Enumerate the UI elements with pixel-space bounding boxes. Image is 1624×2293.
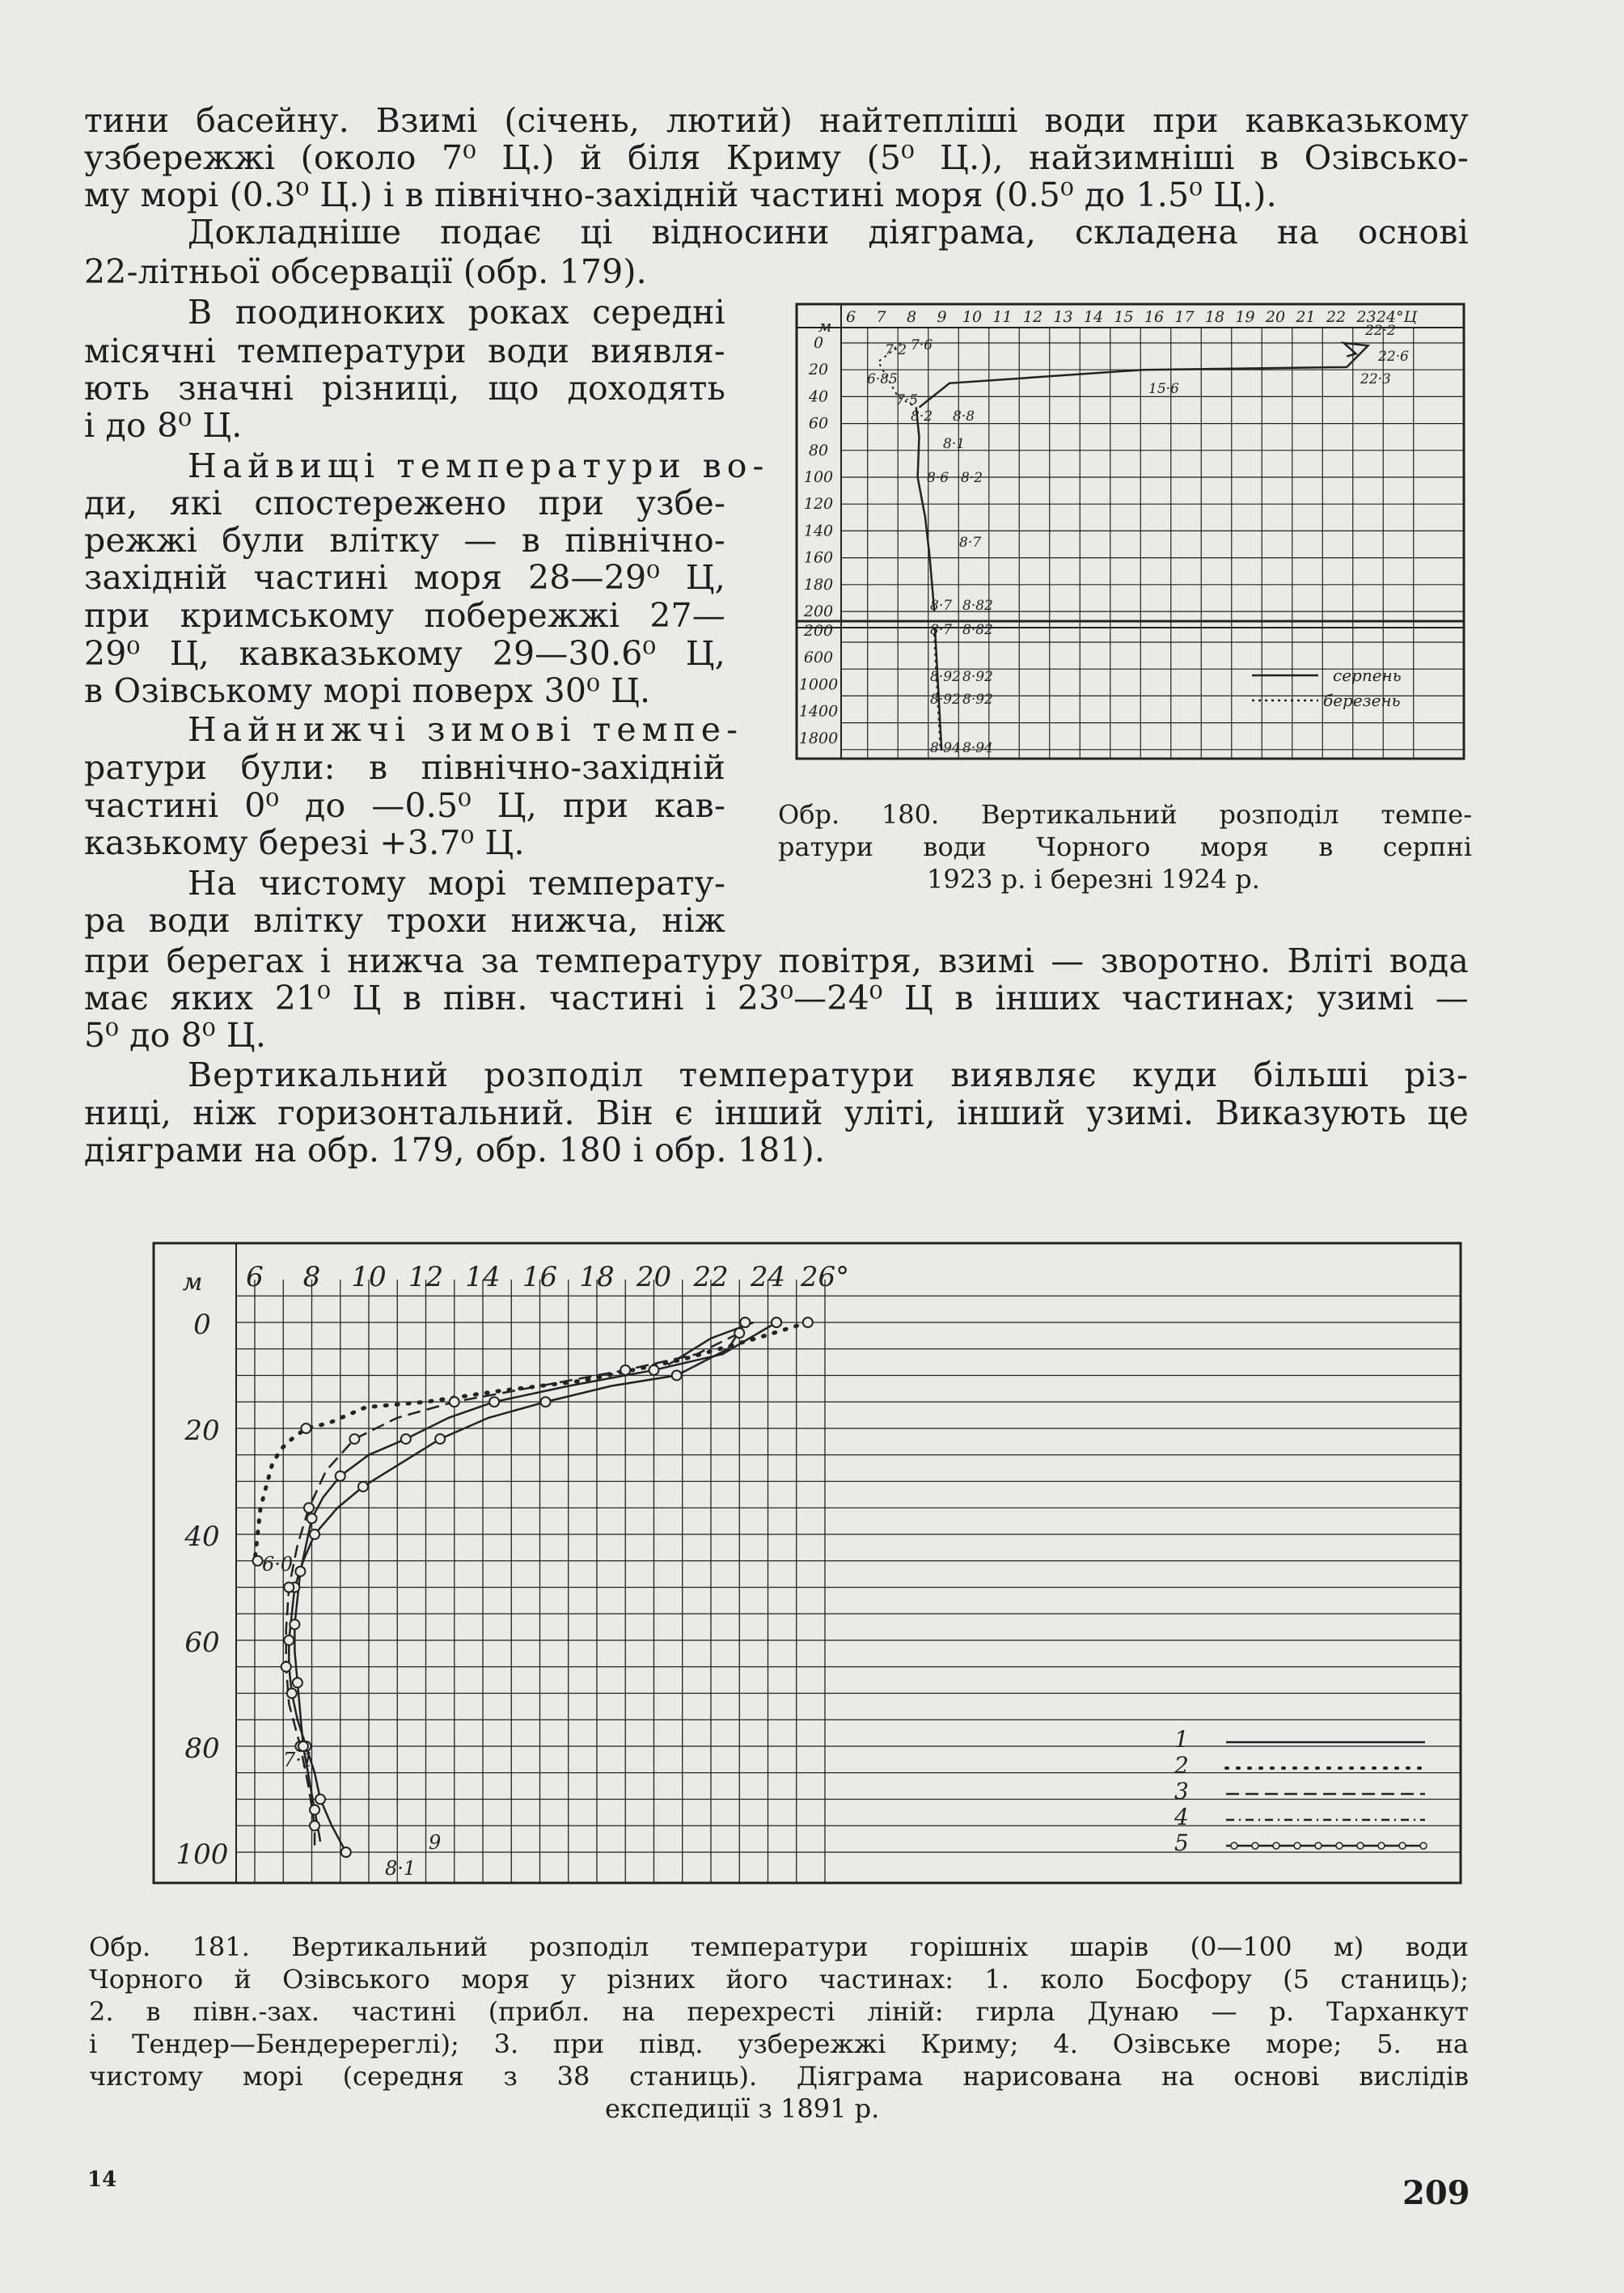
fig180-depth-tick: 20 (808, 361, 829, 379)
text-line: режжі були влітку — в північно- (84, 521, 725, 560)
text-line: ра води влітку трохи нижча, ніж (84, 901, 725, 940)
fig181-depth-tick: 40 (184, 1521, 220, 1553)
fig181-point-5 (401, 1434, 411, 1444)
fig181-point-3 (281, 1662, 291, 1672)
fig180-temp-tick: 24°Ц (1376, 308, 1418, 326)
fig180-value-label: 22·2 (1365, 323, 1396, 339)
fig180-caption-line: Обр. 180. Вертикальний розподіл темпе- (778, 799, 1472, 830)
fig180-temp-tick: 11 (992, 308, 1013, 326)
fig181-caption-line: чистому морі (середня з 38 станиць). Діяграма нарисована на основі вислідів (89, 2061, 1469, 2092)
fig180-value-label: 8·2 (961, 470, 983, 486)
fig180-value-label: 7·2 (885, 342, 907, 358)
fig180-depth-tick: 0 (813, 334, 824, 352)
fig180-value-label: 8·92 (962, 669, 993, 685)
text-line: при кримському побережжі 27— (84, 596, 725, 635)
fig180-value-label: 8·92 (930, 669, 961, 685)
fig180-temp-tick: 6 (845, 308, 856, 326)
fig181-point-5 (336, 1471, 345, 1481)
fig180-legend-label: березень (1323, 691, 1401, 710)
fig180-depth-tick: 80 (808, 441, 829, 459)
fig181-caption-line: 2. в півн.-зах. частині (прибл. на перехресті ліній: гирла Дунаю — р. Тарханкут (89, 1996, 1469, 2027)
fig181-caption-line: експедиції з 1891 р. (605, 2093, 880, 2124)
fig180-value-label: 8·82 (962, 598, 993, 614)
fig180-value-label: 15·6 (1148, 381, 1179, 397)
fig181-point-3 (284, 1583, 294, 1593)
fig181-depth-tick: 20 (184, 1415, 220, 1447)
fig180-unit-label: м (818, 316, 832, 336)
fig180-value-label: 8·8 (953, 408, 975, 425)
fig181-point-3 (450, 1397, 459, 1407)
text-line: в Озівському морі поверх 30⁰ Ц. (84, 671, 651, 710)
fig180-depth-tick: 40 (808, 387, 829, 406)
text-line: Докладніше подає ці відносини діяграма, складена на основі (188, 213, 1469, 252)
fig181-point-2 (301, 1424, 311, 1433)
fig181-point-5 (310, 1805, 319, 1815)
fig181-point-2 (740, 1318, 750, 1327)
fig181-legend-label: 3 (1174, 1778, 1189, 1804)
fig181-frame (154, 1243, 1461, 1883)
fig181-legend-marker (1294, 1842, 1300, 1849)
fig181-point-1 (435, 1434, 445, 1444)
fig181-point-2 (803, 1318, 813, 1327)
text-line: діяграми на обр. 179, обр. 180 і обр. 181). (84, 1131, 826, 1170)
fig181-legend-label: 4 (1174, 1804, 1189, 1830)
fig181-legend-marker (1252, 1842, 1258, 1849)
fig181-point-5 (290, 1619, 299, 1629)
fig180-value-label: 8·94 (962, 740, 993, 756)
signature-mark: 14 (87, 2168, 117, 2192)
fig181-legend-label: 5 (1174, 1830, 1189, 1856)
text-line: тини басейну. Взимі (січень, лютий) найтепліші води при кавказькому (84, 101, 1469, 140)
fig180-depth-tick: 160 (803, 548, 834, 567)
fig180-temp-tick: 8 (906, 308, 917, 326)
fig180-temp-tick: 16 (1144, 308, 1165, 326)
fig181-legend-label: 1 (1174, 1726, 1189, 1753)
text-line: при берегах і нижча за температуру повітря, взимі — зворотно. Вліті вода (84, 941, 1469, 980)
fig181-temp-tick: 14 (465, 1261, 501, 1293)
fig181-point-2 (253, 1556, 263, 1566)
text-line: ниці, ніж горизонтальний. Він є інший уліті, інший узимі. Виказують це (84, 1094, 1469, 1132)
fig181-caption-line: Обр. 181. Вертикальний розподіл температури горішніх шарів (0—100 м) води (89, 1931, 1469, 1962)
text-line: ють значні різниці, що доходять (84, 369, 725, 408)
text-line: частині 0⁰ до —0.5⁰ Ц, при кав- (84, 786, 725, 825)
text-line: узбережжі (около 7⁰ Ц.) й біля Криму (5⁰ Ц.), найзимніші в Озівсько- (84, 138, 1469, 177)
fig180-value-label: 8·7 (959, 535, 982, 551)
fig181-point-1 (284, 1635, 294, 1645)
fig180-caption-line: 1923 р. і березні 1924 р. (927, 864, 1260, 895)
text-line: і до 8⁰ Ц. (84, 406, 243, 445)
fig180-value-label: 8·92 (930, 692, 961, 708)
fig181-point-5 (649, 1365, 659, 1375)
fig180-value-label: 8·6 (927, 470, 949, 486)
fig181-curve-2 (255, 1322, 808, 1561)
fig180-temp-tick: 20 (1265, 308, 1286, 326)
fig181-temp-tick: 8 (302, 1261, 321, 1293)
fig180-temp-tick: 19 (1235, 308, 1255, 326)
fig180-depth-tick: 200 (803, 622, 834, 640)
fig181-legend-marker (1315, 1842, 1322, 1849)
text-line: В поодиноких роках середні (188, 293, 725, 332)
fig180-value-label: 8·92 (962, 692, 993, 708)
fig180-depth-tick: 1000 (798, 675, 839, 694)
text-line: має яких 21⁰ Ц в півн. частині і 23⁰—24⁰ Ц в інших частинах; узимі — (84, 979, 1469, 1017)
text-line: казькому березі +3.7⁰ Ц. (84, 823, 525, 862)
fig181-point-1 (341, 1847, 351, 1857)
text-line: 5⁰ до 8⁰ Ц. (84, 1016, 267, 1055)
text-line: 22-літньої обсервації (обр. 179). (84, 252, 647, 291)
fig180-temp-tick: 18 (1204, 308, 1225, 326)
fig180-caption-line: ратури води Чорного моря в серпні (778, 831, 1472, 862)
fig181-point-3 (349, 1434, 359, 1444)
fig181-point-1 (358, 1482, 368, 1491)
fig180-depth-tick: 60 (808, 414, 829, 433)
fig181-temp-tick: 6 (246, 1261, 264, 1293)
fig180-value-label: 7·5 (896, 392, 919, 408)
fig180-temp-tick: 15 (1114, 308, 1134, 326)
text-line: місячні температури води виявля- (84, 332, 725, 370)
text-line: ди, які спостережено при узбе- (84, 484, 725, 522)
text-line: Найнижчі зимові темпе- (188, 710, 743, 749)
fig180-value-label: 8·2 (911, 408, 933, 425)
fig180-legend-label: серпень (1333, 666, 1402, 685)
fig181-temp-tick: 12 (408, 1261, 444, 1293)
text-line: західній частині моря 28—29⁰ Ц, (84, 558, 725, 597)
fig181-point-5 (307, 1513, 317, 1523)
fig181-legend-marker (1378, 1842, 1385, 1849)
fig180-depth-tick: 200 (803, 603, 834, 620)
fig181-point-3 (304, 1503, 314, 1512)
fig180-temp-tick: 9 (937, 308, 947, 326)
fig181-point-1 (287, 1689, 297, 1699)
fig181-depth-tick: 60 (184, 1627, 220, 1659)
text-line: Вертикальний розподіл температури виявляє куди більші різ- (188, 1056, 1469, 1094)
fig181-temp-tick: 24 (750, 1261, 786, 1293)
text-line: На чистому морі температу- (188, 864, 725, 903)
fig180-depth-tick: 1400 (798, 702, 839, 721)
fig180-temp-tick: 7 (876, 308, 886, 326)
fig181-point-2 (772, 1318, 781, 1327)
fig181-curve-5 (294, 1322, 776, 1842)
fig181-value-label: 6·0 (262, 1553, 294, 1576)
fig181-point-3 (734, 1328, 744, 1338)
text-line: му морі (0.3⁰ Ц.) і в північно-західній частині моря (0.5⁰ до 1.5⁰ Ц.). (84, 176, 1277, 214)
fig180-temp-tick: 21 (1296, 308, 1316, 326)
text-line: Найвищі температури во- (188, 446, 770, 485)
fig180-value-label: 8·82 (962, 622, 993, 638)
fig180-temp-tick: 12 (1022, 308, 1043, 326)
fig181-depth-tick: 0 (193, 1309, 211, 1341)
fig181-value-label: 8·1 (385, 1857, 417, 1880)
fig181-point-5 (489, 1397, 499, 1407)
fig180-value-label: 8·7 (930, 622, 953, 638)
fig181-legend-marker (1399, 1842, 1406, 1849)
fig180-temp-tick: 22 (1326, 308, 1347, 326)
fig180-depth-tick: 140 (803, 522, 834, 540)
fig181-temp-tick: 20 (636, 1261, 672, 1293)
fig181-value-label: 7·1 (283, 1749, 315, 1771)
fig180-value-label: 6·85 (867, 371, 898, 387)
fig181-point-5 (295, 1567, 305, 1576)
fig181-caption-line: Чорного й Озівського моря у різних його частинах: 1. коло Босфору (5 станиць); (89, 1964, 1469, 1995)
fig181-point-1 (310, 1529, 319, 1539)
fig180-temp-tick: 14 (1083, 308, 1104, 326)
fig181-point-1 (672, 1371, 682, 1381)
fig180-value-label: 8·7 (930, 598, 953, 614)
fig180-depth-tick: 100 (803, 468, 834, 486)
fig180-depth-tick: 600 (803, 649, 834, 667)
fig181-point-5 (293, 1677, 302, 1687)
fig180-value-label: 7·6 (911, 337, 933, 353)
fig181-depth-tick: 80 (184, 1732, 220, 1765)
fig181-legend-label: 2 (1174, 1752, 1189, 1779)
fig181-value-label: 9 (429, 1831, 442, 1854)
fig181-temp-tick: 10 (351, 1261, 387, 1293)
fig180-temp-tick: 10 (962, 308, 983, 326)
fig180-temp-tick: 13 (1053, 308, 1073, 326)
fig181-legend-marker (1231, 1842, 1237, 1849)
text-line: 29⁰ Ц, кавказькому 29—30.6⁰ Ц, (84, 634, 725, 673)
text-line: ратури були: в північно-західній (84, 748, 725, 787)
fig181-point-1 (315, 1795, 325, 1804)
fig181-depth-tick: 100 (176, 1838, 229, 1871)
fig181-point-3 (620, 1365, 630, 1375)
fig180-temp-tick: 17 (1174, 308, 1195, 326)
fig180-depth-tick: 1800 (798, 729, 839, 747)
fig181-legend-marker (1336, 1842, 1343, 1849)
fig181-temp-tick: 22 (693, 1261, 729, 1293)
fig181-point-1 (541, 1397, 551, 1407)
fig181-point-3 (310, 1821, 319, 1830)
fig180-value-label: 22·6 (1378, 349, 1409, 365)
fig181-legend-marker (1273, 1842, 1279, 1849)
fig180-depth-tick: 180 (803, 575, 834, 594)
fig181-legend-marker (1357, 1842, 1364, 1849)
fig181-caption-line: і Тендер—Бендеререглі); 3. при півд. узбережжі Криму; 4. Озівське море; 5. на (89, 2029, 1469, 2059)
fig180-value-label: 8·1 (943, 436, 966, 452)
fig180-depth-tick: 120 (803, 495, 834, 514)
fig181-temp-tick: 16 (522, 1261, 558, 1293)
fig181-temp-tick: 18 (579, 1261, 615, 1293)
fig180-temp-tick: 23 (1356, 308, 1377, 326)
fig181-temp-tick: 26° (800, 1261, 850, 1293)
fig180-value-label: 22·3 (1360, 371, 1391, 387)
page-number: 209 (1402, 2174, 1470, 2212)
fig181-unit-label: м (182, 1268, 203, 1297)
fig181-legend-marker (1420, 1842, 1427, 1849)
fig180-value-label: 8·94 (930, 740, 961, 756)
